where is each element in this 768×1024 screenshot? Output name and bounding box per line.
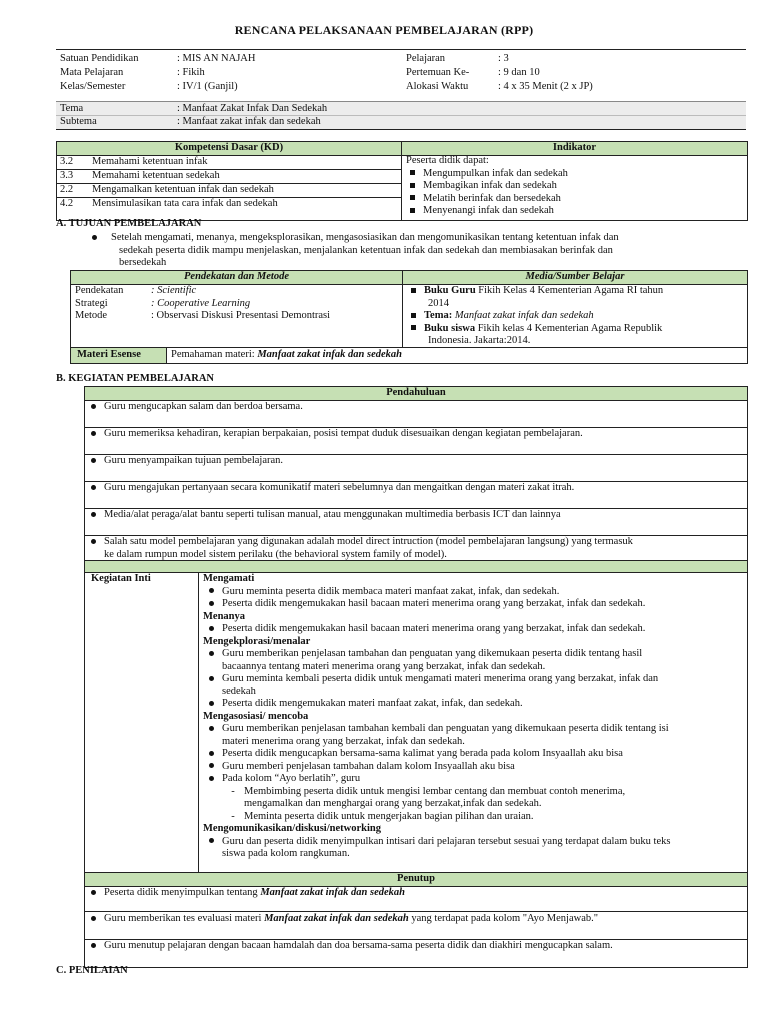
inti-text: materi menerima orang yang berzakat, infak dan sedekah.	[222, 735, 465, 747]
method-label: Metode	[75, 310, 108, 321]
media-title: Buku Guru	[424, 285, 476, 296]
pendahuluan-header: Pendahuluan	[85, 387, 747, 401]
inti-text: Peserta didik mengemukakan hasil bacaan materi menerima orang yang berzakat, infak dan sedekah.	[222, 598, 646, 609]
separator-bar	[85, 561, 747, 573]
kd-number: 4.2	[60, 198, 74, 209]
activity-table	[84, 386, 748, 968]
inti-text: mengamalkan dan menghargai orang yang berzakat,infak dan sedekah.	[244, 798, 542, 809]
inti-heading: Menanya	[203, 610, 245, 622]
inti-text: Peserta didik mengemukakan hasil bacaan materi menerima orang yang berzakat, infak dan sedekah.	[222, 623, 646, 634]
inti-text: bacaannya tentang materi menerima orang yang berzakat, infak dan sedekah.	[222, 660, 546, 672]
indicator-item: Mengumpulkan infak dan sedekah	[423, 167, 568, 179]
penutup-text: Peserta didik menyimpulkan tentang	[104, 887, 261, 898]
method-value: : Cooperative Learning	[151, 297, 251, 309]
theme-value: : Manfaat Zakat Infak Dan Sedekah	[177, 103, 328, 114]
inti-text: Guru memberikan penjelasan tambahan dan penguatan yang dikemukaan peserta didik tentang hasil	[222, 648, 643, 659]
materi-row	[71, 347, 747, 363]
bullet-icon	[91, 431, 96, 436]
inti-text: Guru meminta kembali peserta didik untuk mengamati materi menerima orang yang berzakat, infak dan	[222, 673, 659, 684]
identity-value: : Fikih	[177, 67, 205, 78]
identity-label: Kelas/Semester	[60, 81, 126, 92]
method-label: Pendekatan	[75, 285, 124, 296]
square-bullet-icon	[411, 313, 416, 318]
bullet-icon	[209, 701, 214, 706]
square-bullet-icon	[410, 208, 415, 213]
inti-text: Pada kolom “Ayo berlatih”, guru	[222, 773, 361, 784]
bullet-icon	[91, 485, 96, 490]
penutup-row	[85, 912, 747, 940]
method-table	[70, 270, 748, 364]
kd-number: 3.2	[60, 156, 74, 167]
bullet-icon	[209, 776, 214, 781]
method-value: : Observasi Diskusi Presentasi Demontrasi	[151, 310, 331, 321]
media-list	[407, 285, 747, 348]
bullet-icon	[209, 651, 214, 656]
bullet-icon	[91, 890, 96, 895]
pendahuluan-row	[85, 455, 747, 482]
kegiatan-inti-content	[203, 573, 743, 861]
pendahuluan-text: Salah satu model pembelajaran yang digunakan adalah model direct intruction (model pembelajaran langsung) yang termasuk	[104, 536, 633, 547]
inti-text: Guru memberikan penjelasan tambahan kembali dan penguatan yang dikemukaan peserta didik tentang isi	[222, 723, 669, 734]
identity-value: : IV/1 (Ganjil)	[177, 81, 238, 92]
pendahuluan-text: Media/alat peraga/alat bantu seperti tulisan manual, atau menggunakan multimedia berbasis ICT dan lainnya	[104, 509, 561, 520]
bullet-icon	[209, 601, 214, 606]
theme-rows	[56, 101, 746, 129]
subtheme-value: : Manfaat zakat infak dan sedekah	[177, 116, 321, 127]
inti-text: sedekah	[222, 685, 256, 697]
bullet-icon	[209, 588, 214, 593]
method-label: Strategi	[75, 297, 108, 309]
method-value: : Scientific	[151, 285, 197, 296]
method-list	[71, 285, 403, 347]
pendahuluan-row	[85, 536, 747, 561]
kd-number: 2.2	[60, 184, 74, 195]
pendahuluan-text: Guru menyampaikan tujuan pembelajaran.	[104, 455, 284, 466]
theme-label: Tema	[60, 103, 84, 114]
kd-list	[57, 156, 402, 220]
pendahuluan-row	[85, 482, 747, 509]
dash-bullet-icon: -	[231, 810, 235, 822]
indicator-header: Indikator	[552, 142, 597, 153]
media-title: Tema:	[424, 310, 453, 321]
penutup-row	[85, 940, 747, 966]
identity-value: : MIS AN NAJAH	[177, 53, 256, 64]
indicator-item: Membagikan infak dan sedekah	[423, 180, 557, 191]
dash-bullet-icon: -	[231, 785, 235, 797]
indicator-item: Melatih berinfak dan bersedekah	[423, 192, 561, 204]
penutup-text: yang terdapat pada kolom "Ayo Menjawab."	[408, 913, 599, 924]
identity-label: Satuan Pendidikan	[60, 53, 139, 64]
pendahuluan-row	[85, 401, 747, 428]
bullet-icon	[91, 458, 96, 463]
kd-text: Memahami ketentuan infak	[92, 156, 208, 167]
kegiatan-inti-label: Kegiatan Inti	[85, 573, 199, 872]
bullet-icon	[209, 751, 214, 756]
penutup-emphasis: Manfaat zakat infak dan sedekah	[260, 887, 405, 898]
penutup-emphasis: Manfaat zakat infak dan sedekah	[264, 913, 409, 924]
kd-text: Mengamalkan ketentuan infak dan sedekah	[92, 184, 274, 195]
section-a-text	[92, 232, 752, 270]
inti-heading: Mengekplorasi/menalar	[203, 635, 311, 647]
identity-value: : 9 dan 10	[498, 67, 540, 78]
media-text: Indonesia. Jakarta:2014.	[428, 335, 531, 346]
media-text: 2014	[428, 297, 449, 309]
square-bullet-icon	[410, 183, 415, 188]
identity-block	[56, 49, 746, 130]
inti-text: Meminta peserta didik untuk mengerjakan bagian pilihan dan uraian.	[244, 810, 534, 822]
objective-line: sedekah peserta didik mampu menjelaskan, menjalankan ketentuan infak dan sedekah dan membiasakan berinfak dan	[119, 244, 613, 256]
indicator-item: Menyenangi infak dan sedekah	[423, 205, 554, 216]
document-title: RENCANA PELAKSANAAN PEMBELAJARAN (RPP)	[234, 23, 534, 37]
square-bullet-icon	[411, 325, 416, 330]
identity-right	[406, 53, 593, 95]
bullet-icon	[209, 838, 214, 843]
identity-label: Pelajaran	[406, 53, 446, 64]
bullet-icon	[209, 726, 214, 731]
materi-label: Materi Esense	[71, 348, 167, 363]
indicator-intro: Peserta didik dapat:	[406, 155, 489, 166]
section-c-title: C. PENILAIAN	[56, 965, 128, 976]
kd-text: Memahami ketentuan sedekah	[92, 170, 220, 181]
identity-label: Mata Pelajaran	[60, 67, 124, 78]
objective-line: bersedekah	[119, 257, 167, 268]
pendahuluan-text: Guru memeriksa kehadiran, kerapian berpakaian, posisi tempat duduk disesuaikan dengan kegiatan pembelajaran.	[104, 428, 583, 439]
section-a-title: A. TUJUAN PEMBELAJARAN	[56, 218, 202, 229]
kd-number: 3.3	[60, 170, 74, 181]
media-text: Fikih Kelas 4 Kementerian Agama RI tahun	[475, 285, 664, 296]
inti-text: Membimbing peserta didik untuk mengisi lembar centang dan membuat contoh menerima,	[244, 785, 626, 797]
square-bullet-icon	[410, 195, 415, 200]
inti-text: Guru memberi penjelasan tambahan dalam kolom Insyaallah aku bisa	[222, 760, 515, 772]
bullet-icon	[91, 512, 96, 517]
bullet-icon	[209, 763, 214, 768]
media-header: Media/Sumber Belajar	[525, 271, 625, 282]
bullet-icon	[209, 676, 214, 681]
pendahuluan-row	[85, 428, 747, 455]
pendahuluan-text: ke dalam rumpun model sistem perilaku (the behavioral system family of model).	[104, 548, 447, 560]
square-bullet-icon	[410, 170, 415, 175]
bullet-icon	[209, 626, 214, 631]
pendahuluan-text: Guru mengajukan pertanyaan secara komunikatif materi sebelumnya dan mengaitkan dengan materi zakat itrah.	[104, 482, 575, 493]
indicator-list	[406, 155, 568, 218]
square-bullet-icon	[411, 288, 416, 293]
bullet-icon	[92, 235, 97, 240]
pendahuluan-text: Guru mengucapkan salam dan berdoa bersama.	[104, 401, 303, 412]
media-text: Manfaat zakat infak dan sedekah	[452, 310, 594, 321]
kd-table	[56, 141, 748, 221]
materi-value: Manfaat zakat infak dan sedekah	[257, 349, 402, 360]
method-header: Pendekatan dan Metode	[184, 271, 289, 282]
section-b-title: B. KEGIATAN PEMBELAJARAN	[56, 373, 214, 384]
media-title: Buku siswa	[424, 322, 476, 334]
identity-label: Alokasi Waktu	[406, 81, 469, 92]
kegiatan-inti-row	[85, 573, 747, 873]
identity-label: Pertemuan Ke-	[406, 67, 470, 78]
identity-value: : 3	[498, 53, 509, 64]
kd-header: Kompetensi Dasar (KD)	[174, 142, 284, 153]
bullet-icon	[91, 916, 96, 921]
penutup-row	[85, 887, 747, 912]
materi-prefix: Pemahaman materi:	[171, 349, 258, 360]
inti-text: Guru dan peserta didik menyimpulkan intisari dari pelajaran tersebut sesuai yang terdapat dalam buku teks	[222, 835, 671, 847]
inti-heading: Mengamati	[203, 573, 255, 584]
subtheme-label: Subtema	[60, 116, 97, 127]
bullet-icon	[91, 404, 96, 409]
media-text: Fikih kelas 4 Kementerian Agama Republik	[475, 322, 663, 334]
objective-line: Setelah mengamati, menanya, mengeksplorasikan, mengasosiasikan dan mengomunikasikan tentang ketentuan infak dan	[111, 232, 619, 243]
pendahuluan-row	[85, 509, 747, 536]
bullet-icon	[91, 943, 96, 948]
inti-heading: Mengasosiasi/ mencoba	[203, 710, 309, 722]
inti-text: siswa pada kolom rangkuman.	[222, 848, 350, 859]
identity-left	[60, 53, 255, 95]
penutup-header: Penutup	[85, 873, 747, 887]
penutup-text: Guru memberikan tes evaluasi materi	[104, 913, 265, 924]
kd-text: Mensimulasikan tata cara infak dan sedekah	[92, 198, 278, 209]
identity-value: : 4 x 35 Menit (2 x JP)	[498, 81, 593, 92]
bullet-icon	[91, 539, 96, 544]
inti-text: Guru meminta peserta didik membaca materi manfaat zakat, infak, dan sedekah.	[222, 585, 560, 597]
penutup-text: Guru menutup pelajaran dengan bacaan hamdalah dan doa bersama-sama peserta didik dan diakhiri mengucapkan salam.	[104, 940, 613, 951]
inti-text: Peserta didik mengemukakan materi manfaat zakat, infak, dan sedekah.	[222, 698, 523, 709]
inti-text: Peserta didik mengucapkan bersama-sama kalimat yang berada pada kolom Insyaallah aku bisa	[222, 748, 623, 759]
inti-heading: Mengomunikasikan/diskusi/networking	[203, 823, 381, 834]
